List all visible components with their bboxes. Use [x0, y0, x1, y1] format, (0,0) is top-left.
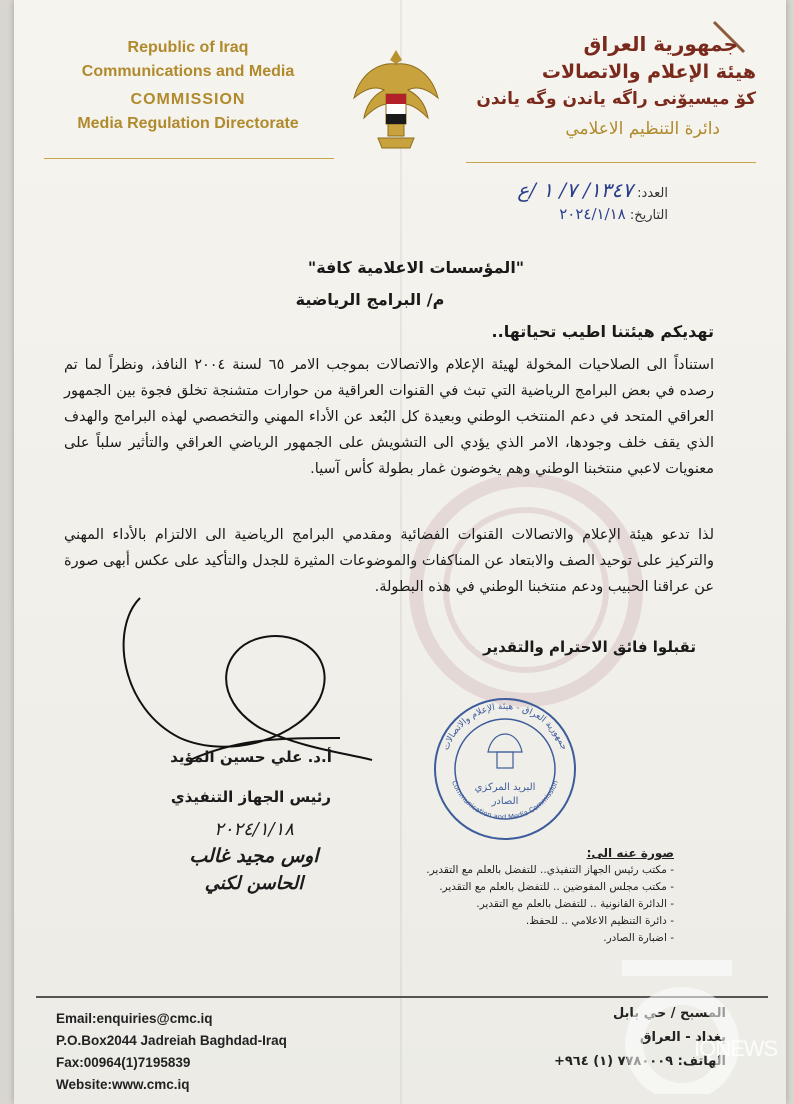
- closing-line: تقبلوا فائق الاحترام والتقدير: [483, 638, 696, 656]
- cc-item: - دائرة التنظيم الاعلامي .. للحفظ.: [525, 915, 674, 927]
- footer-website: Website:www.cmc.iq: [56, 1077, 190, 1092]
- reference-number: [517, 180, 668, 204]
- arabic-letterhead: [456, 30, 756, 146]
- subject-line: م/ البرامج الرياضية: [295, 290, 445, 309]
- english-letterhead: [48, 36, 328, 136]
- footer-city: بغداد - العراق: [639, 1030, 726, 1045]
- handwritten-note: [154, 818, 354, 898]
- letterhead-en-line: Communications and Media: [81, 63, 295, 80]
- gold-divider-right: [466, 162, 756, 163]
- cc-title: صورة عنه الى:: [586, 846, 674, 860]
- handwritten-signature-icon: [110, 588, 380, 768]
- watermark-text: IQNEWS: [694, 1036, 778, 1061]
- body-paragraph-1: استناداً الى الصلاحيات المخولة لهيئة الإعلام والاتصالات بموجب الامر ٦٥ لسنة ٢٠٠٤ النافذ، ونظراً لما تم رصده في بعض البرامج الرياضية التي تبث في القنوات العراقية من حوارات متشنجة تخلق فجوة بين الجمهور العراقي المتحد في دعم المنتخب الوطني وبعيدة كل البُعد عن الأداء المهني والتخصصي لهذه البرامج والهدف الذي يقف خلف وجودها، الامر الذي يؤدي الى التشويش على الجمهور الرياضي العراقي والتأثير سلباً على معنويات لاعبي منتخبنا الوطني وهم يخوضون غمار بطولة كأس آسيا.: [64, 357, 714, 477]
- letter-sheet: [14, 0, 786, 1104]
- eagle-emblem-icon: [348, 44, 444, 154]
- footer-address: المسبح / حي بابل: [612, 1006, 726, 1021]
- cc-item: - الدائرة القانونية .. للتفضل بالعلم مع التقدير.: [476, 898, 674, 910]
- stamp-bottom-text: Communication and Media Commission: [450, 779, 560, 822]
- official-stamp: [430, 694, 580, 844]
- cc-item: - مكتب مجلس المفوضين .. للتفضل بالعلم مع التقدير.: [439, 881, 674, 893]
- greeting: تهديكم هيئتنا اطيب تحياتها..: [491, 322, 714, 341]
- letterhead-ar-line: دائرة التنظيم الاعلامي: [565, 119, 720, 139]
- svg-text:جمهورية العراق - هيئة الإعلام: [441, 702, 568, 752]
- handwritten-date: ٢٠٢٤/١/١٨: [214, 819, 294, 840]
- stamp-center-text: البريد المركزي: [474, 782, 536, 793]
- stamp-center-text: الصادر: [491, 796, 519, 807]
- body-paragraph-2: لذا تدعو هيئة الإعلام والاتصالات القنوات الفضائية ومقدمي البرامج الرياضية الى الالتزام بالأداء المهني والتركيز على توحيد الصف والابتعاد عن المناكفات والموضوعات المثيرة للجدل والتأكيد على عكس أبهى صورة عن عراقنا الحبيب ودعم منتخبنا الوطني في هذه البطولة.: [64, 527, 714, 595]
- letterhead-ar-line: هيئة الإعلام والاتصالات: [541, 61, 756, 83]
- cc-item: - اضبارة الصادر.: [603, 932, 674, 944]
- footer-fax: Fax:00964(1)7195839: [56, 1055, 191, 1070]
- letterhead-en-line: Republic of Iraq: [127, 39, 249, 56]
- footer-email: Email:enquiries@cmc.iq: [56, 1011, 213, 1026]
- footer-phone: الهاتف: ٧٧٨٠٠٠٩ (١) ٩٦٤+: [553, 1054, 726, 1069]
- footer-pobox: P.O.Box2044 Jadreiah Baghdad-Iraq: [56, 1033, 287, 1048]
- footer-contact-en: [56, 1008, 287, 1096]
- date-label: التاريخ:: [629, 208, 668, 223]
- addressee: "المؤسسات الاعلامية كافة": [307, 258, 525, 277]
- gold-divider-left: [44, 158, 334, 159]
- letterhead-ar-line: كۆ ميسيۆنى راگه ياندن وگه ياندن: [476, 89, 756, 109]
- iqnews-logo-icon: [602, 954, 786, 1094]
- handwritten-line: اوس مجيد غالب: [189, 845, 319, 867]
- reference-block: [517, 180, 668, 226]
- stamp-top-text: جمهورية العراق - هيئة الإعلام والاتصالات: [441, 701, 569, 752]
- cc-list: [374, 846, 674, 947]
- signatory-title: رئيس الجهاز التنفيذي: [170, 788, 332, 806]
- number-value: ١٣٤٧/ ٧/ ١ /ع: [517, 178, 634, 202]
- date-value: ٢٠٢٤/١/١٨: [559, 205, 626, 223]
- number-label: العدد:: [637, 186, 668, 201]
- handwritten-line: الحاسن لكني: [204, 873, 304, 894]
- letterhead-en-line: Media Regulation Directorate: [77, 115, 299, 132]
- letterhead-en-line: COMMISSION: [130, 91, 246, 108]
- cc-item: - مكتب رئيس الجهاز التنفيذي.. للتفضل بالعلم مع التقدير.: [426, 864, 674, 876]
- signatory-name: أ.د. علي حسين المؤيد: [170, 748, 332, 766]
- reference-date: [517, 204, 668, 226]
- letterhead-ar-line: جمهورية العراق: [583, 32, 738, 56]
